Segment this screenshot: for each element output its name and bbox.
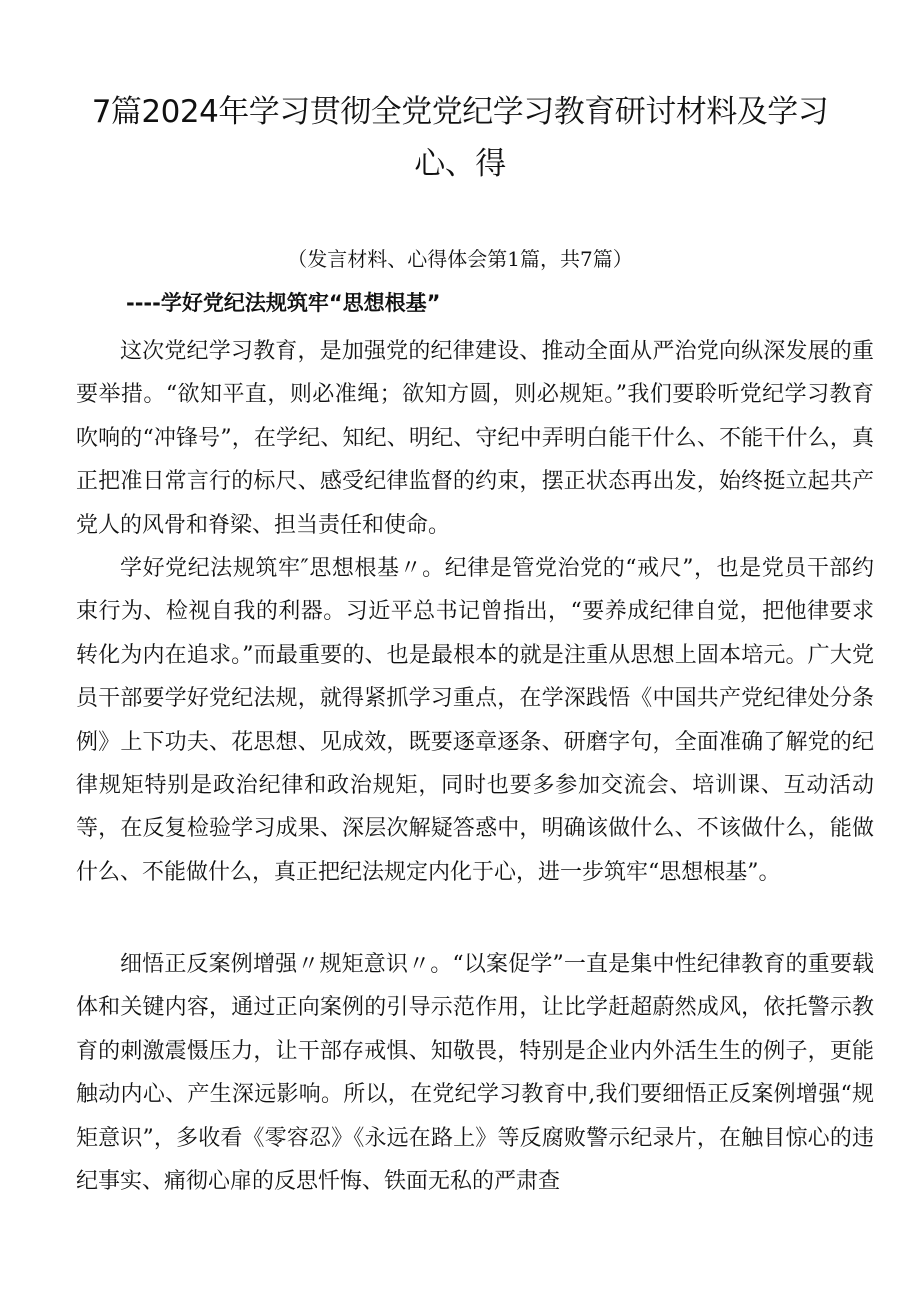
- document-title: 7篇2024年学习贯彻全党党纪学习教育研讨材料及学习心、得: [91, 94, 829, 182]
- document-subtitle: （发言材料、心得体会第1篇，共7篇）: [287, 247, 633, 271]
- body-paragraph: 细悟正反案例增强〃规矩意识〃。“以案促学”一直是集中性纪律教育的重要载体和关键内容，通过正向案例的引导示范作用，让比学赶超蔚然成风，依托警示教育的刺激震慑压力，让干部存戒惧、知敬畏，特别是企业内外活生生的例子，更能触动内心、产生深远影响。所以，在党纪学习教育中,我们要细悟正反案例增强“规矩意识”，多收看《零容忍》《永远在路上》等反腐败警示纪录片，在触目惊心的违纪事实、痛彻心扉的反思忏悔、铁面无私的严肃查: [76, 952, 874, 1195]
- section-heading: ----学好党纪法规筑牢“思想根基”: [126, 291, 441, 315]
- body-paragraph: 学好党纪法规筑牢″思想根基〃。纪律是管党治党的“戒尺”，也是党员干部约束行为、检视自我的利器。习近平总书记曾指出，“要养成纪律自觉，把他律要求转化为内在追求。”而最重要的、也是最根本的就是注重从思想上固本培元。广大党员干部要学好党纪法规，就得紧抓学习重点，在学深践悟《中国共产党纪律处分条例》上下功夫、花思想、见成效，既要逐章逐条、研磨字句，全面准确了解党的纪律规矩特别是政治纪律和政治规矩，同时也要多参加交流会、培训课、互动活动等，在反复检验学习成果、深层次解疑答惑中，明确该做什么、不该做什么，能做什么、不能做什么，真正把纪法规定内化于心，进一步筑牢“思想根基”。: [76, 556, 874, 885]
- body-paragraph: 这次党纪学习教育，是加强党的纪律建设、推动全面从严治党向纵深发展的重要举措。“欲知平直，则必准绳；欲知方圆，则必规矩。”我们要聆听党纪学习教育吹响的“冲锋号”，在学纪、知纪、明纪、守纪中弄明白能干什么、不能干什么，真正把准日常言行的标尺、感受纪律监督的约束，摆正状态再出发，始终挺立起共产党人的风骨和脊梁、担当责任和使命。: [76, 339, 874, 538]
